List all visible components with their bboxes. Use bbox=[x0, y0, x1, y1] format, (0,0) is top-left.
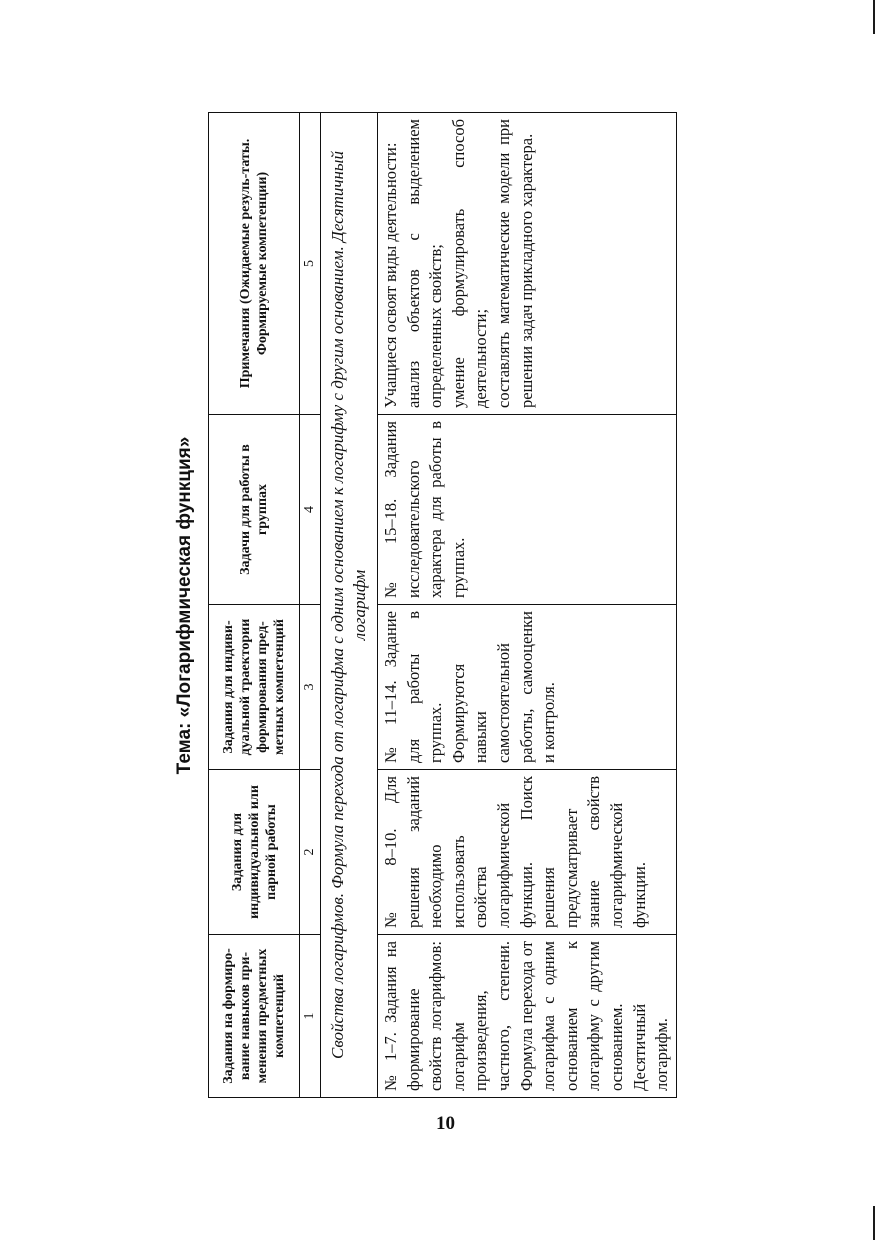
page-edge-mark-bottom bbox=[873, 1206, 875, 1240]
cell-individual-tasks: № 8–10. Для решения заданий необходимо использовать свойства логарифмической функции. Поиск решения предусматривает знание свойств логарифмической функции. bbox=[378, 770, 677, 935]
section-title: Свойства логарифмов. Формула перехода от логарифма с одним основанием к логарифму с другим основанием. Десятичный логарифм bbox=[321, 113, 378, 1098]
header-cell: Задания на формиро-вание навыков при-менения предметных компетенций bbox=[209, 935, 300, 1098]
column-number-row bbox=[300, 113, 321, 1098]
header-cell: Задания для индиви-дуальной траектории формирования пред-метных компетенций bbox=[209, 605, 300, 770]
section-title-row bbox=[321, 113, 378, 1098]
notes-line: анализ объектов с выделением определенных свойств; bbox=[403, 119, 446, 408]
column-number: 5 bbox=[300, 113, 321, 415]
column-number: 1 bbox=[300, 935, 321, 1098]
notes-line: Учащиеся освоят виды деятельности: bbox=[381, 142, 400, 408]
page-title: Тема: «Логарифмическая функция» bbox=[174, 436, 195, 775]
competency-table bbox=[208, 112, 677, 1098]
notes-line: умение формулировать способ деятельности; bbox=[448, 119, 491, 408]
header-cell: Задания для индивидуальной или парной работы bbox=[209, 770, 300, 935]
cell-notes bbox=[378, 113, 677, 415]
table-row bbox=[378, 113, 677, 1098]
table-header-row bbox=[209, 113, 300, 1098]
notes-line: составлять математические модели при решении задач прикладного характера. bbox=[493, 119, 536, 408]
cell-skills-tasks: № 1–7. Задания на формирование свойств логарифмов: логарифм произведения, частного, степени. Формула перехода от логарифма с одним основанием к логарифму с другим основанием. Десятичный логарифм. bbox=[378, 935, 677, 1098]
header-cell: Примечания (Ожидаемые резуль-таты. Формируемые компетенции) bbox=[209, 113, 300, 415]
column-number: 3 bbox=[300, 605, 321, 770]
column-number: 4 bbox=[300, 415, 321, 605]
rotated-page-content bbox=[170, 113, 672, 1098]
cell-trajectory-tasks: № 11–14. Задание для работы в группах. Формируются навыки самостоятельной работы, самооценки и контроля. bbox=[378, 605, 677, 770]
page-edge-mark-top bbox=[873, 0, 875, 34]
cell-group-tasks: № 15–18. Задания исследовательского характера для работы в группах. bbox=[378, 415, 677, 605]
page-number: 10 bbox=[436, 1113, 455, 1134]
header-cell: Задачи для работы в группах bbox=[209, 415, 300, 605]
column-number: 2 bbox=[300, 770, 321, 935]
